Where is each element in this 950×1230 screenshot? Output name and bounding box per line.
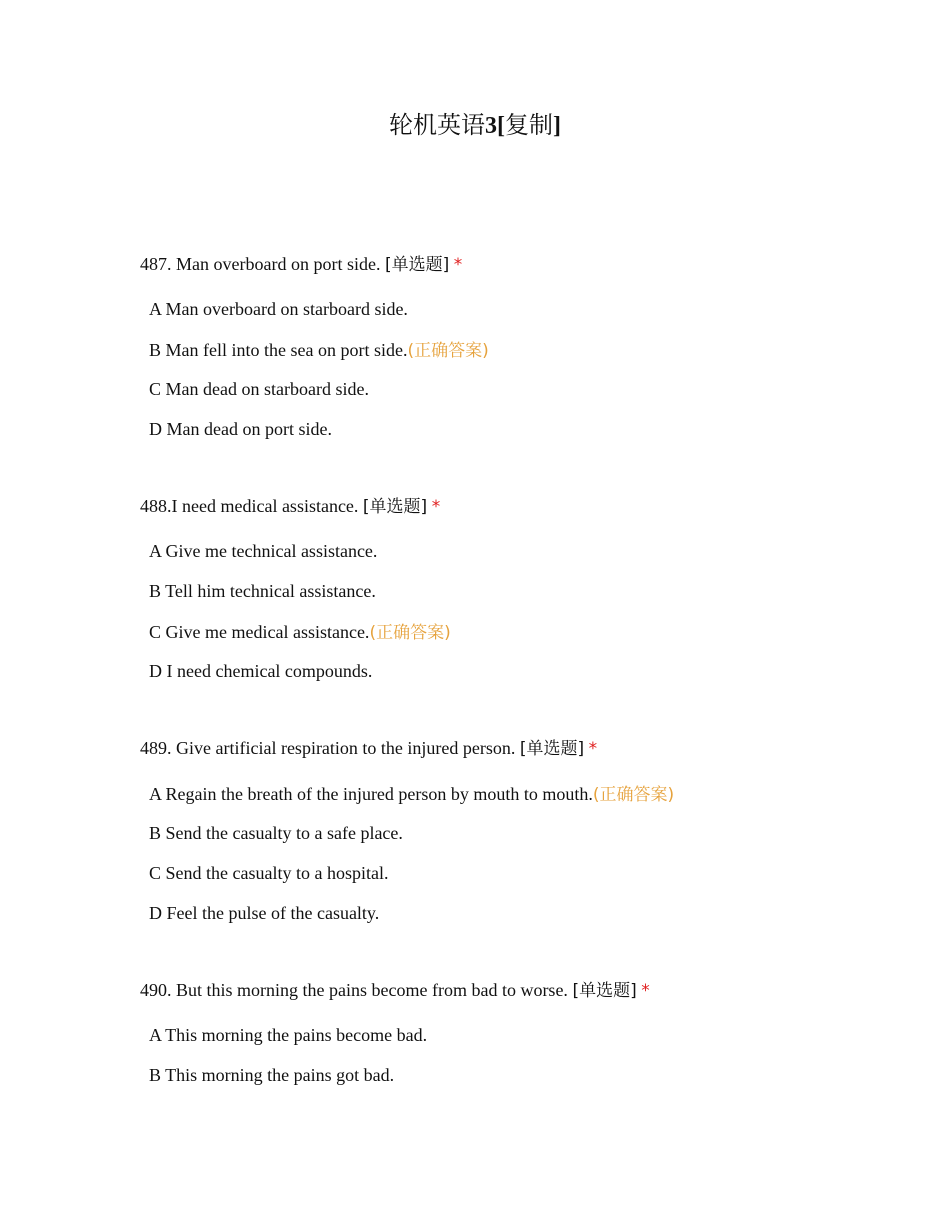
option-item <box>149 297 408 322</box>
title-main: 轮机英语 <box>389 113 485 139</box>
option-text: A This morning the pains become bad. <box>149 1025 428 1045</box>
option-item <box>149 620 451 645</box>
question-text: 487. Man overboard on port side. <box>140 254 381 274</box>
option-item <box>149 782 674 807</box>
question-type-tag: [单选题] <box>384 255 450 275</box>
question-type-tag: [单选题] <box>362 497 428 517</box>
option-text: A Give me technical assistance. <box>149 541 378 561</box>
option-text: B Send the casualty to a safe place. <box>149 823 403 843</box>
option-item <box>149 338 489 363</box>
option-item <box>149 1023 427 1048</box>
option-text: C Give me medical assistance. <box>149 622 370 642</box>
question-type-tag: [单选题] <box>519 739 585 759</box>
question-heading <box>140 252 462 277</box>
correct-answer-tag: (正确答案) <box>369 623 451 643</box>
option-item <box>149 539 377 564</box>
question-text: 489. Give artificial respiration to the injured person. <box>140 738 516 758</box>
option-item <box>149 417 332 442</box>
question-heading <box>140 494 440 519</box>
title-close: ] <box>553 113 561 139</box>
required-mark: * <box>588 739 598 759</box>
correct-answer-tag: (正确答案) <box>592 785 675 805</box>
correct-answer-tag: (正确答案) <box>407 341 489 361</box>
option-item <box>149 579 376 604</box>
question-heading <box>140 978 650 1003</box>
question-type-tag: [单选题] <box>572 981 637 1001</box>
option-item <box>149 821 403 846</box>
option-text: C Man dead on starboard side. <box>149 379 369 399</box>
required-mark: * <box>641 981 650 1001</box>
option-text: A Man overboard on starboard side. <box>149 299 408 319</box>
title-sub: 复制 <box>505 113 553 139</box>
option-item <box>149 901 379 926</box>
question-text: 490. But this morning the pains become from bad to worse. <box>140 980 568 1000</box>
option-text: B This morning the pains got bad. <box>149 1065 395 1085</box>
option-item <box>149 861 388 886</box>
option-item <box>149 1063 394 1088</box>
option-text: B Man fell into the sea on port side. <box>149 340 408 360</box>
question-text: 488.I need medical assistance. <box>140 496 359 516</box>
required-mark: * <box>453 255 463 275</box>
option-item <box>149 659 372 684</box>
option-item <box>149 377 369 402</box>
required-mark: * <box>431 497 441 517</box>
option-text: D Feel the pulse of the casualty. <box>149 903 380 923</box>
option-text: C Send the casualty to a hospital. <box>149 863 389 883</box>
title-number: 3[ <box>485 113 505 139</box>
page-title <box>0 110 950 142</box>
question-heading <box>140 736 597 761</box>
option-text: A Regain the breath of the injured person by mouth to mouth. <box>149 784 593 804</box>
option-text: D Man dead on port side. <box>149 419 332 439</box>
option-text: B Tell him technical assistance. <box>149 581 376 601</box>
option-text: D I need chemical compounds. <box>149 661 373 681</box>
